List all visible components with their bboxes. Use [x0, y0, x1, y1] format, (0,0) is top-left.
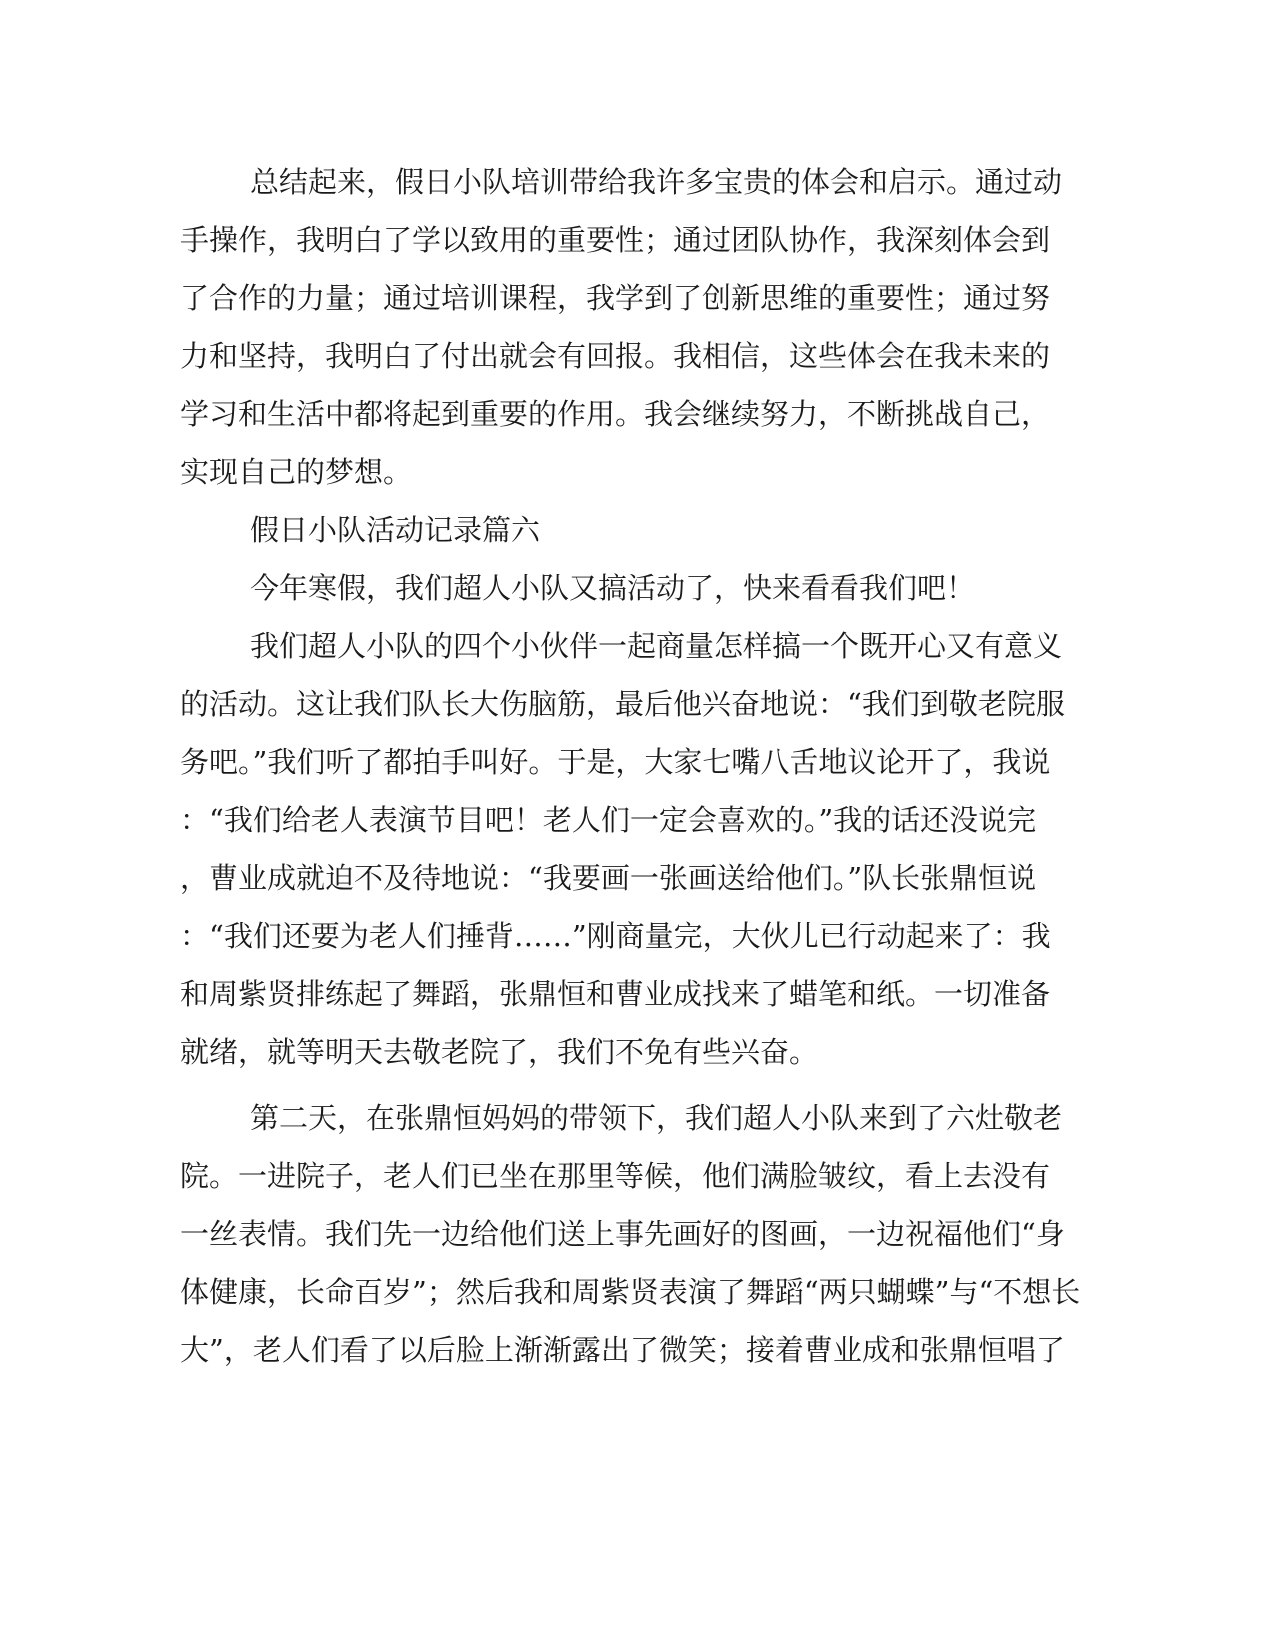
- text-line: 力和坚持，我明白了付出就会有回报。我相信，这些体会在我未来的: [180, 339, 1051, 373]
- text-line: 一丝表情。我们先一边给他们送上事先画好的图画，一边祝福他们“身: [180, 1217, 1065, 1251]
- text-line: 实现自己的梦想。: [180, 455, 413, 489]
- text-line: 学习和生活中都将起到重要的作用。我会继续努力，不断挑战自己，: [180, 397, 1051, 431]
- text-line: 务吧。”我们听了都拍手叫好。于是，大家七嘴八舌地议论开了，我说: [180, 745, 1051, 779]
- section-heading: 假日小队活动记录篇六: [250, 513, 541, 547]
- text-line: 大”，老人们看了以后脸上渐渐露出了微笑；接着曹业成和张鼎恒唱了: [180, 1333, 1065, 1367]
- text-line: 我们超人小队的四个小伙伴一起商量怎样搞一个既开心又有意义: [250, 629, 1063, 663]
- text-line: 体健康，长命百岁”；然后我和周紫贤表演了舞蹈“两只蝴蝶”与“不想长: [180, 1275, 1081, 1309]
- text-line: 就绪，就等明天去敬老院了，我们不免有些兴奋。: [180, 1035, 819, 1069]
- text-line: 的活动。这让我们队长大伤脑筋，最后他兴奋地说：“我们到敬老院服: [180, 687, 1065, 721]
- text-line: 手操作，我明白了学以致用的重要性；通过团队协作，我深刻体会到: [180, 223, 1051, 257]
- text-line: 总结起来，假日小队培训带给我许多宝贵的体会和启示。通过动: [250, 165, 1063, 199]
- text-line: 了合作的力量；通过培训课程，我学到了创新思维的重要性；通过努: [180, 281, 1051, 315]
- text-line: ：“我们给老人表演节目吧！老人们一定会喜欢的。”我的话还没说完: [180, 803, 1037, 837]
- text-line: ，曹业成就迫不及待地说：“我要画一张画送给他们。”队长张鼎恒说: [180, 861, 1037, 895]
- text-line: 院。一进院子，老人们已坐在那里等候，他们满脸皱纹，看上去没有: [180, 1159, 1051, 1193]
- text-line: 今年寒假，我们超人小队又搞活动了，快来看看我们吧！: [250, 571, 976, 605]
- text-line: 第二天，在张鼎恒妈妈的带领下，我们超人小队来到了六灶敬老: [250, 1101, 1063, 1135]
- text-line: ：“我们还要为老人们捶背……”刚商量完，大伙儿已行动起来了：我: [180, 919, 1051, 953]
- text-line: 和周紫贤排练起了舞蹈，张鼎恒和曹业成找来了蜡笔和纸。一切准备: [180, 977, 1051, 1011]
